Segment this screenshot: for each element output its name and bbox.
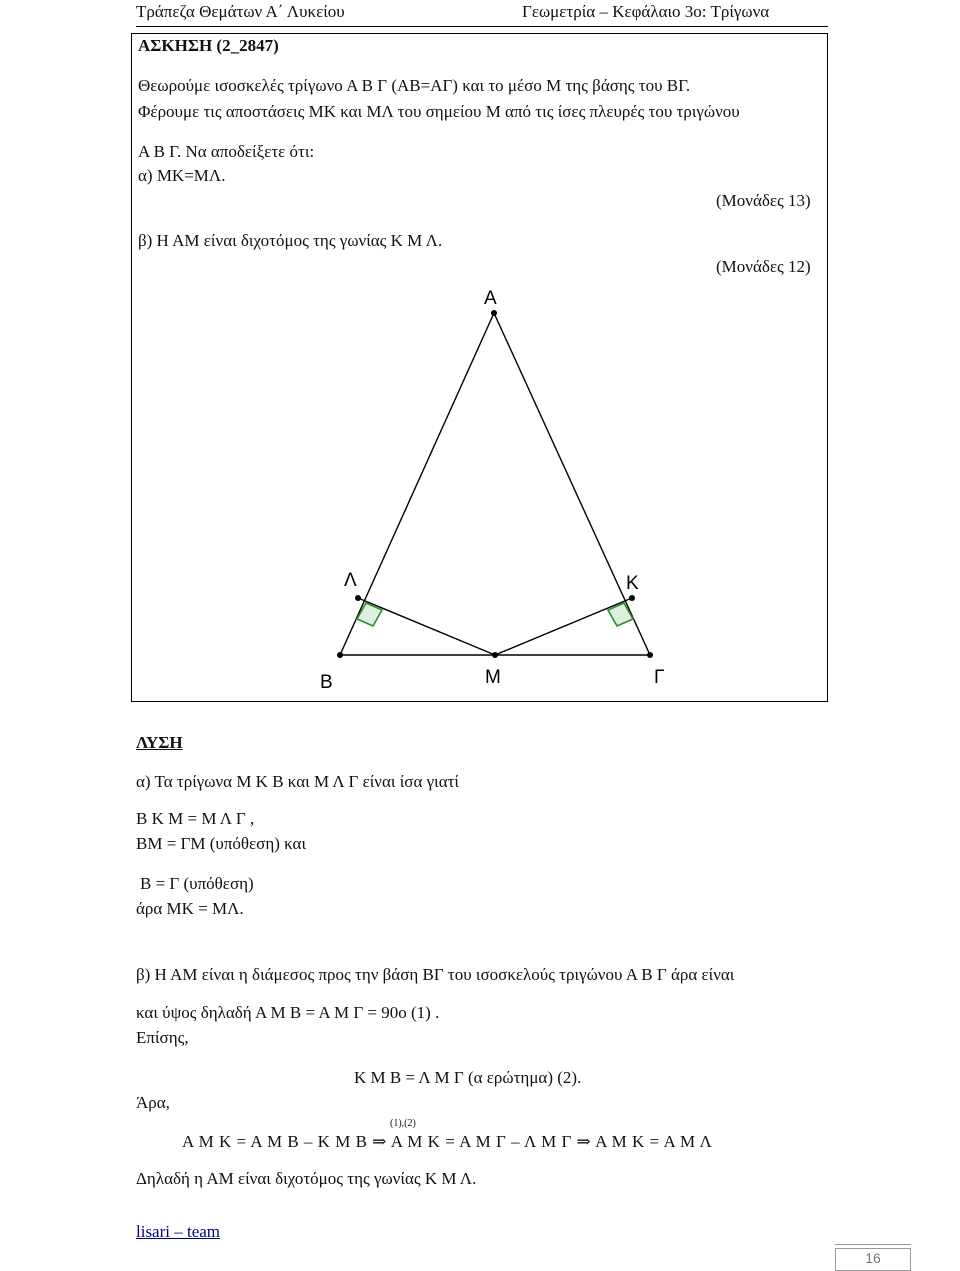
solution-a-line-2: Β Κ Μ = Μ Λ Γ , — [136, 809, 255, 828]
point-k — [629, 595, 635, 601]
point-m — [492, 652, 498, 658]
point-l — [355, 595, 361, 601]
implication-reference: (1),(2) — [390, 1118, 416, 1129]
exercise-line-2: Φέρουμε τις αποστάσεις ΜΚ και ΜΛ του σημείου Μ από τις ίσες πλευρές του τριγώνου — [138, 102, 740, 121]
triangle-figure — [300, 280, 700, 690]
point-g — [647, 652, 653, 658]
point-a — [491, 310, 497, 316]
header-right: Γεωμετρία – Κεφάλαιο 3ο: Τρίγωνα — [522, 2, 770, 21]
solution-b-line-4: Κ Μ Β = Λ Μ Γ (α ερώτημα) (2). — [354, 1068, 582, 1087]
solution-b-line-1: β) Η ΑΜ είναι η διάμεσος προς την βάση ΒΓ του ισοσκελούς τριγώνου Α Β Γ άρα είναι — [136, 965, 735, 984]
solution-b-line-2: και ύψος δηλαδή Α Μ Β = Α Μ Γ = 90ο (1) . — [136, 1003, 440, 1022]
segment-mk — [495, 598, 632, 655]
side-ag — [494, 313, 650, 655]
solution-b-line-7: Δηλαδή η ΑΜ είναι διχοτόμος της γωνίας Κ Μ Λ. — [136, 1169, 477, 1188]
exercise-part-b: β) Η ΑΜ είναι διχοτόμος της γωνίας Κ Μ Λ. — [138, 231, 443, 250]
side-ab — [340, 313, 494, 655]
points-a: (Μονάδες 13) — [716, 191, 811, 210]
solution-b-line-3: Επίσης, — [136, 1028, 189, 1047]
exercise-part-a: α) ΜΚ=ΜΛ. — [138, 166, 226, 185]
header-divider — [136, 26, 828, 27]
page-number-rule — [835, 1244, 911, 1245]
solution-b-line-5: Άρα, — [136, 1093, 170, 1112]
label-g: Γ — [654, 667, 665, 688]
point-b — [337, 652, 343, 658]
label-b: Β — [320, 672, 333, 690]
points-b: (Μονάδες 12) — [716, 257, 811, 276]
segment-ml — [358, 598, 495, 655]
solution-a-line-5: άρα ΜΚ = ΜΛ. — [136, 899, 244, 918]
lisari-team-link[interactable]: lisari – team — [136, 1222, 221, 1241]
label-l: Λ — [344, 570, 357, 591]
label-k: Κ — [626, 573, 639, 594]
label-a: Α — [484, 288, 497, 309]
exercise-line-3: Α Β Γ. Να αποδείξετε ότι: — [138, 142, 315, 161]
page-number: 16 — [865, 1250, 881, 1266]
exercise-line-1: Θεωρούμε ισοσκελές τρίγωνο Α Β Γ (ΑΒ=ΑΓ) και το μέσο Μ της βάσης του ΒΓ. — [138, 76, 691, 95]
solution-a-line-4: Β = Γ (υπόθεση) — [140, 874, 254, 893]
solution-title: ΛΥΣΗ — [136, 733, 183, 752]
solution-b-line-6: Α Μ Κ = Α Μ Β – Κ Μ Β ⇒ Α Μ Κ = Α Μ Γ – Λ Μ Γ ⇒ Α Μ Κ = Α Μ Λ — [182, 1132, 712, 1151]
solution-a-line-1: α) Τα τρίγωνα Μ Κ Β και Μ Λ Γ είναι ίσα γιατί — [136, 772, 460, 791]
label-m: Μ — [485, 667, 501, 688]
solution-a-line-3: ΒΜ = ΓΜ (υπόθεση) και — [136, 834, 307, 853]
exercise-title: ΑΣΚΗΣΗ (2_2847) — [138, 36, 279, 55]
header-left: Τράπεζα Θεμάτων Α΄ Λυκείου — [136, 2, 345, 21]
